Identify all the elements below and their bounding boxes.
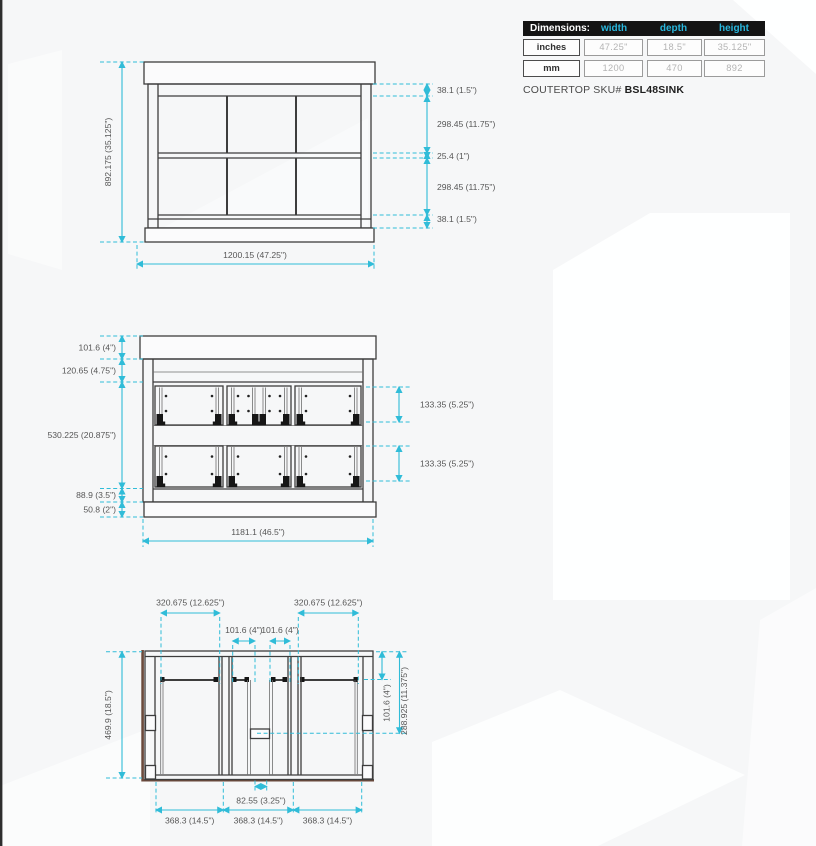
column-depth: depth xyxy=(659,23,688,34)
cabinet-plan-outline xyxy=(145,651,373,780)
mid-rail-label: 25.4 (1") xyxy=(437,151,470,161)
front-rail-depth-label: 101.6 (4") xyxy=(381,684,392,722)
height-inches-value: 35.125" xyxy=(704,39,765,56)
open-view-drawing xyxy=(47,336,474,547)
opening-zone-label: 530.225 (20.875") xyxy=(47,430,116,440)
depth-inches-value: 18.5" xyxy=(647,39,702,56)
center-right-width-label: 101.6 (4") xyxy=(261,625,299,635)
top-band-label: 120.65 (4.75") xyxy=(61,365,116,376)
sku-value: BSL48SINK xyxy=(624,84,685,96)
countertop xyxy=(144,62,375,84)
upper-drawer-label: 133.35 (5.25") xyxy=(420,399,475,410)
cabinet-outline xyxy=(143,359,373,502)
toe-kick xyxy=(144,502,376,517)
depth-mm-value: 470 xyxy=(647,60,702,77)
dimensions-table-header xyxy=(523,21,765,36)
countertop xyxy=(140,336,376,359)
width-inches-value: 47.25" xyxy=(584,39,643,56)
bay2-width-label: 368.3 (14.5") xyxy=(233,815,284,826)
stretcher-depth-label: 288.925 (11.375") xyxy=(399,667,409,735)
drawer-openings xyxy=(155,386,361,487)
dimensions-table xyxy=(523,20,765,80)
lower-drawer-label: 133.35 (5.25") xyxy=(420,458,475,469)
upper-door-label: 298.45 (11.75") xyxy=(437,119,496,129)
column-height: height xyxy=(719,23,749,34)
bottom-rail-label: 38.1 (1.5") xyxy=(437,214,477,224)
bottom-rail-label: 88.9 (3.5") xyxy=(76,490,116,500)
row-label-inches: inches xyxy=(523,39,580,56)
top-rail-label: 38.1 (1.5") xyxy=(437,85,477,95)
toe-kick xyxy=(145,228,374,242)
left-drawer-width-label: 320.675 (12.625") xyxy=(156,597,225,608)
right-drawer-width-label: 320.675 (12.625") xyxy=(294,597,363,608)
page-edge-line xyxy=(0,0,2,846)
row-label-mm: mm xyxy=(523,60,580,77)
drawer-slide-hardware xyxy=(157,388,360,488)
counter-height-label: 101.6 (4") xyxy=(78,342,116,353)
column-width: width xyxy=(600,23,628,34)
bay3-width-label: 368.3 (14.5") xyxy=(302,815,353,826)
kick-height-label: 50.8 (2") xyxy=(83,504,116,515)
plan-interior-structure xyxy=(146,657,373,780)
countertop-sku-line xyxy=(523,84,684,96)
carcass-width-label: 1181.1 (46.5") xyxy=(231,527,285,537)
width-mm-value: 1200 xyxy=(584,60,643,77)
sku-prefix: COUTERTOP SKU# xyxy=(523,84,625,96)
table-title: Dimensions: xyxy=(530,23,591,34)
bay1-width-label: 368.3 (14.5") xyxy=(164,815,215,826)
center-gap-label: 82.55 (3.25") xyxy=(236,795,286,806)
lower-door-label: 298.45 (11.75") xyxy=(437,182,496,192)
overall-depth-label: 469.9 (18.5") xyxy=(103,690,113,740)
overall-width-label: 1200.15 (47.25") xyxy=(223,250,287,260)
height-mm-value: 892 xyxy=(704,60,765,77)
overall-height-label: 892.175 (35.125") xyxy=(103,117,113,187)
center-left-width-label: 101.6 (4") xyxy=(225,625,263,635)
